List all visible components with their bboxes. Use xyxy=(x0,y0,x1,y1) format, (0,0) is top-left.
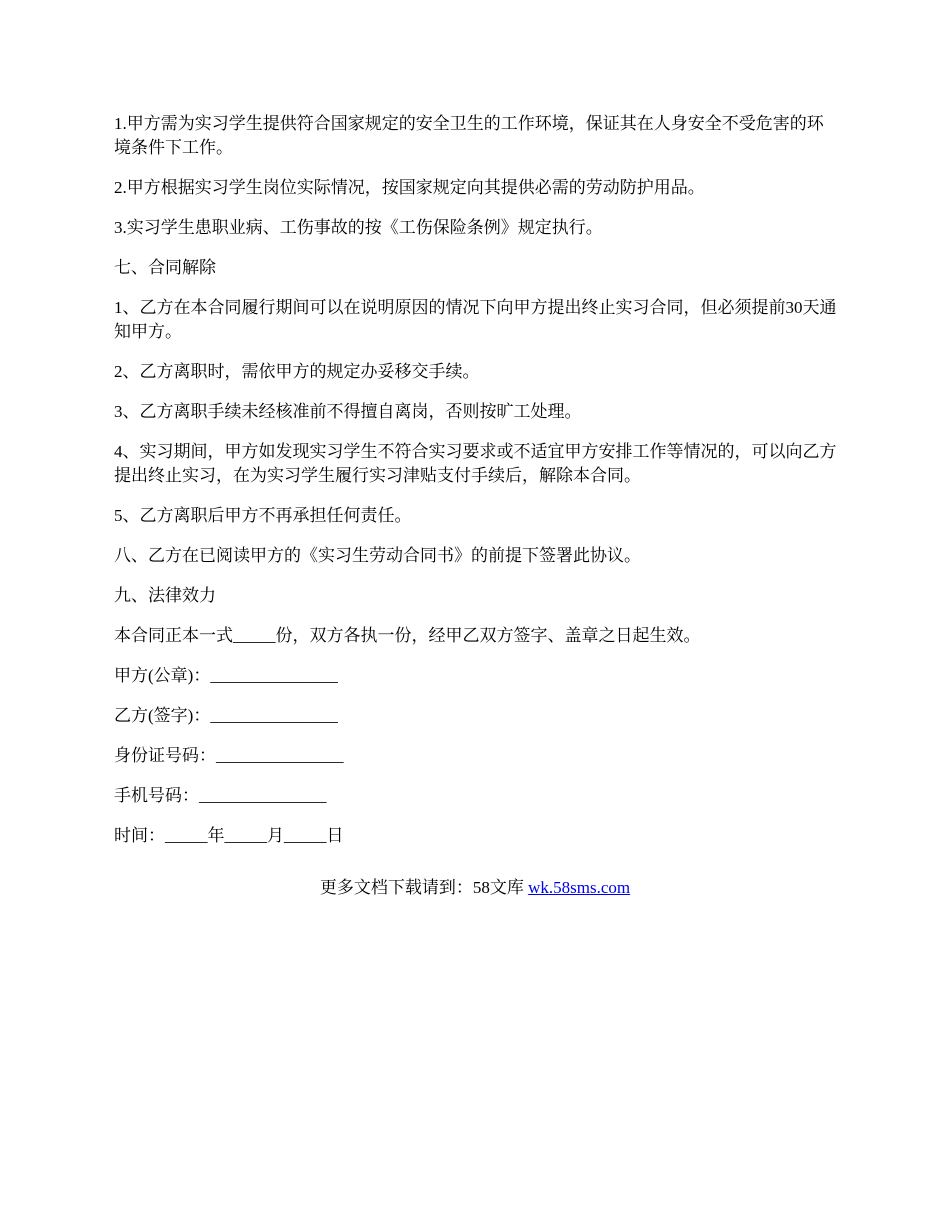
clause-injury-insurance: 3.实习学生患职业病、工伤事故的按《工伤保险条例》规定执行。 xyxy=(114,218,603,237)
party-a-seal-line: 甲方(公章)：_______________ xyxy=(114,666,338,685)
termination-item-2: 2、乙方离职时，需依甲方的规定办妥移交手续。 xyxy=(114,362,480,381)
section-heading-termination: 七、合同解除 xyxy=(114,258,216,277)
termination-item-1: 1、乙方在本合同履行期间可以在说明原因的情况下向甲方提出终止实习合同，但必须提前30天通知甲方。 xyxy=(114,298,837,341)
footer xyxy=(0,876,950,900)
id-number-line: 身份证号码：_______________ xyxy=(114,746,344,765)
clause-safety-environment: 1.甲方需为实习学生提供符合国家规定的安全卫生的工作环境，保证其在人身安全不受危害的环境条件下工作。 xyxy=(114,114,824,157)
termination-item-3: 3、乙方离职手续未经核准前不得擅自离岗，否则按旷工处理。 xyxy=(114,402,582,421)
footer-text: 更多文档下载请到：58文库 xyxy=(319,878,529,897)
section-heading-legal-effect: 九、法律效力 xyxy=(114,586,216,605)
legal-effect-text: 本合同正本一式_____份，双方各执一份，经甲乙双方签字、盖章之日起生效。 xyxy=(114,626,701,645)
party-b-signature-line: 乙方(签字)：_______________ xyxy=(114,706,338,725)
phone-number-line: 手机号码：_______________ xyxy=(114,786,327,805)
date-line: 时间：_____年_____月_____日 xyxy=(114,826,344,845)
document-body xyxy=(114,112,840,864)
termination-item-5: 5、乙方离职后甲方不再承担任何责任。 xyxy=(114,506,412,525)
termination-item-4: 4、实习期间，甲方如发现实习学生不符合实习要求或不适宜甲方安排工作等情况的，可以向乙方提出终止实习，在为实习学生履行实习津贴支付手续后，解除本合同。 xyxy=(114,442,837,485)
clause-protective-equipment: 2.甲方根据实习学生岗位实际情况，按国家规定向其提供必需的劳动防护用品。 xyxy=(114,178,705,197)
footer-link[interactable]: wk.58sms.com xyxy=(528,878,631,897)
section-eight-agreement: 八、乙方在已阅读甲方的《实习生劳动合同书》的前提下签署此协议。 xyxy=(114,546,641,565)
